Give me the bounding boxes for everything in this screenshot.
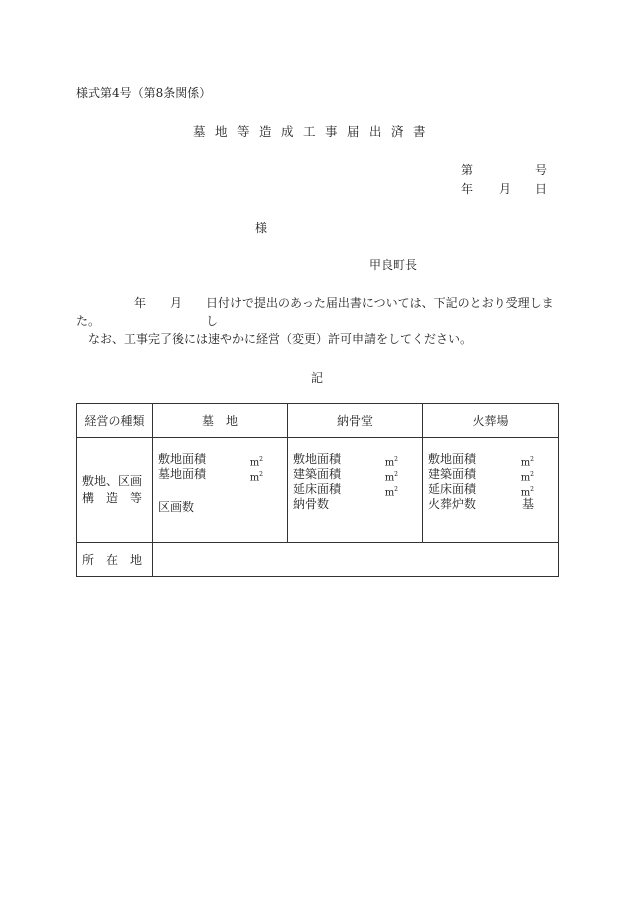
table-location-row bbox=[77, 543, 559, 577]
date-month: 月 bbox=[499, 182, 512, 196]
cemetery-details bbox=[153, 438, 288, 543]
document-title: 墓地等造成工事届出済書 bbox=[193, 124, 436, 139]
type-label: 経営の種類 bbox=[77, 404, 153, 438]
table-header-row bbox=[77, 404, 559, 438]
ossuary-details bbox=[288, 438, 423, 543]
ki-heading: 記 bbox=[311, 371, 324, 385]
body-year: 年 bbox=[134, 296, 147, 310]
number-prefix: 第 bbox=[461, 163, 474, 177]
list-item: 区画数 bbox=[158, 500, 195, 514]
list-item: 墓地面積 $m^2$ bbox=[158, 467, 263, 484]
addressee: 様 bbox=[255, 221, 268, 235]
body-paragraph bbox=[76, 294, 560, 330]
table-structure-row bbox=[77, 438, 559, 543]
list-item: 建築面積 $m^2$ bbox=[293, 467, 398, 484]
date-day: 日 bbox=[535, 182, 548, 196]
col-header-cemetery: 墓 地 bbox=[153, 404, 288, 438]
location-field[interactable] bbox=[153, 543, 559, 577]
list-item: 納骨数 bbox=[293, 497, 330, 511]
details-table bbox=[76, 403, 559, 577]
issuer-name: 甲良町長 bbox=[369, 258, 418, 272]
list-item: 敷地面積 $m^2$ bbox=[428, 452, 534, 469]
list-item: 建築面積 $m^2$ bbox=[428, 467, 534, 484]
crematorium-details bbox=[423, 438, 559, 543]
number-suffix: 号 bbox=[535, 163, 548, 177]
list-item: 延床面積 $m^2$ bbox=[293, 482, 398, 499]
structure-label bbox=[77, 438, 153, 543]
body-month: 月 bbox=[170, 296, 183, 310]
date-year: 年 bbox=[461, 182, 474, 196]
body-line1-text: 日付けで提出のあった届出書については、下記のとおり受理しまし bbox=[206, 296, 554, 328]
list-item: 敷地面積 $m^2$ bbox=[293, 452, 398, 469]
list-item: 延床面積 $m^2$ bbox=[428, 482, 534, 499]
list-item: 火葬炉数 基 bbox=[428, 497, 534, 511]
body-note: なお、工事完了後には速やかに経営（変更）許可申請をしてください。 bbox=[88, 332, 473, 346]
location-label: 所 在 地 bbox=[77, 543, 153, 577]
list-item: 敷地面積 $m^2$ bbox=[158, 452, 263, 469]
form-number-label: 様式第4号（第8条関係） bbox=[76, 86, 212, 100]
col-header-crematorium: 火葬場 bbox=[423, 404, 559, 438]
body-line2: た。 bbox=[76, 314, 101, 328]
structure-label-line1: 敷地、区画 bbox=[82, 474, 143, 488]
structure-label-line2: 構 造 等 bbox=[82, 491, 143, 505]
col-header-ossuary: 納骨堂 bbox=[288, 404, 423, 438]
